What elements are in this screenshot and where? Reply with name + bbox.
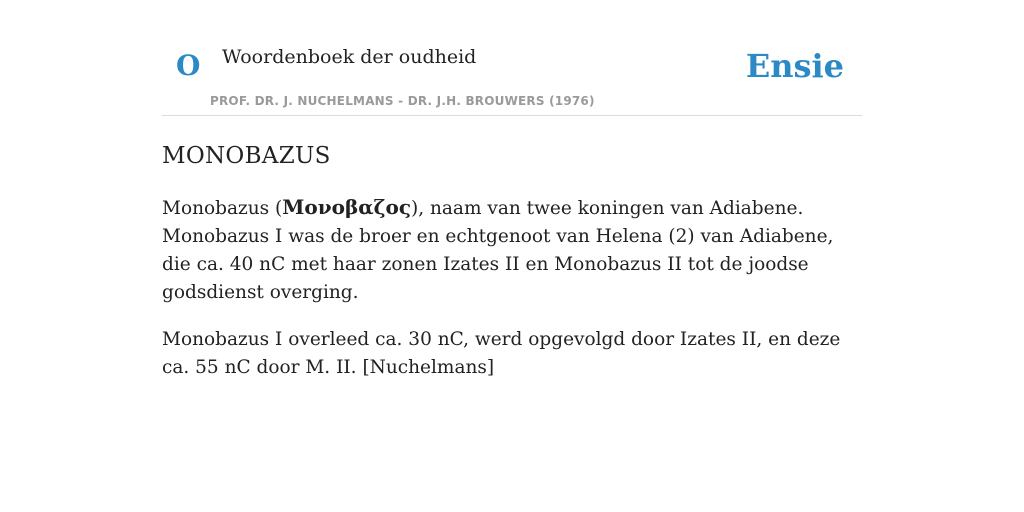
letter-index-link[interactable]: O xyxy=(176,49,201,82)
paragraph-1-suffix: ), naam van twee koningen van Adiabene. Monobazus I was de broer en echtgenoot van Helena (2) van Adiabene, die ca. 40 nC met haar zonen Izates II en Monobazus II tot de joodse godsdienst overging. xyxy=(162,198,834,303)
entry-paragraph-2: Monobazus I overleed ca. 30 nC, werd opgevolgd door Izates II, en deze ca. 55 nC door M. II. [Nuchelmans] xyxy=(162,329,841,378)
dictionary-header xyxy=(162,0,862,116)
dictionary-authors: PROF. DR. J. NUCHELMANS - DR. J.H. BROUWERS (1976) xyxy=(210,94,595,108)
ensie-logo-link[interactable]: Ensie xyxy=(745,47,844,85)
paragraph-1-prefix: Monobazus ( xyxy=(162,198,283,219)
dictionary-title-link[interactable]: Woordenboek der oudheid xyxy=(222,46,477,68)
greek-name: Μονοβαζος xyxy=(282,195,411,219)
entry-title: MONOBAZUS xyxy=(162,143,331,169)
entry-paragraph-1 xyxy=(162,193,862,307)
page-container xyxy=(162,0,862,382)
